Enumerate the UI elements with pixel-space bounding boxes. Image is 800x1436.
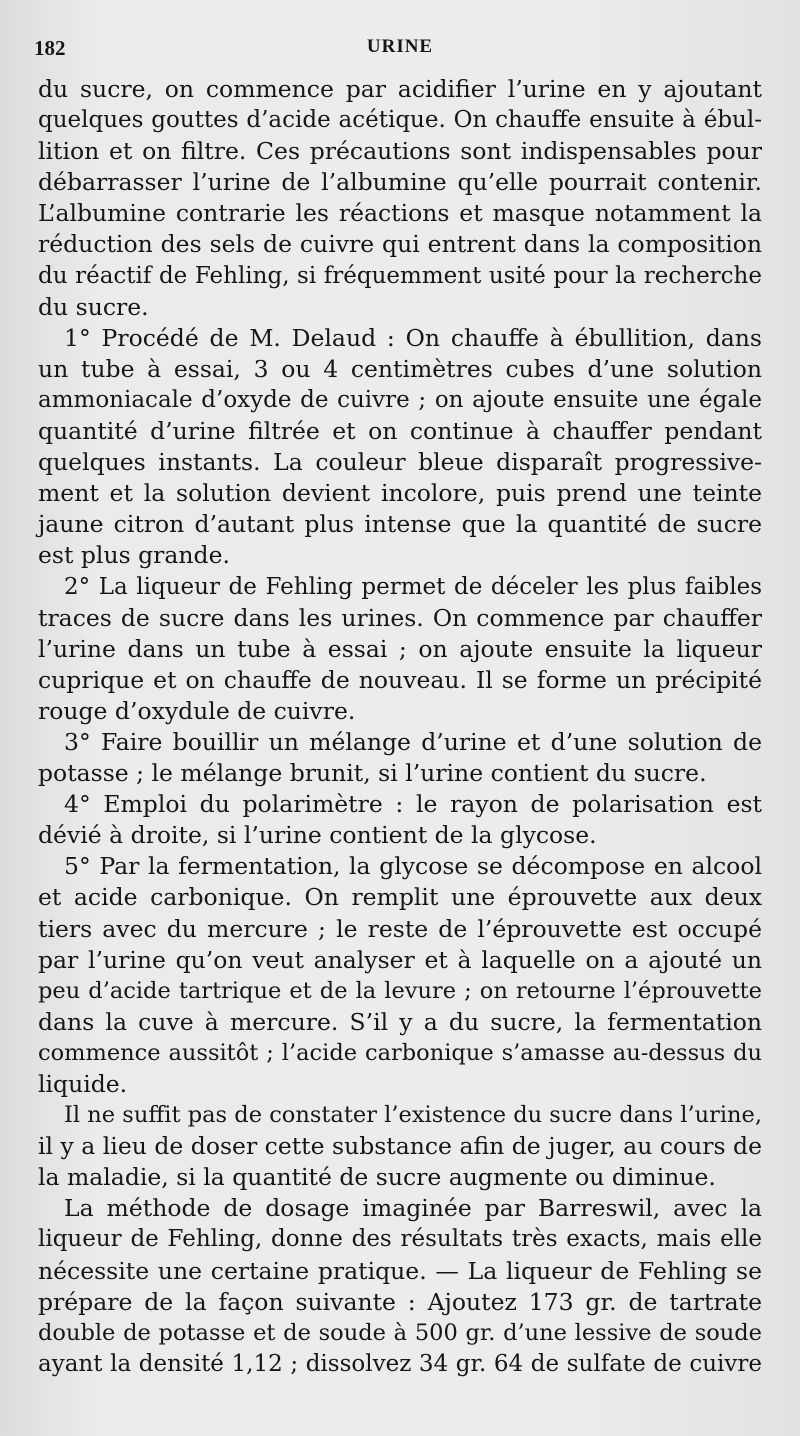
text-line: ayant la densité 1,12 ; dissolvez 34 gr. 64 de sulfate de cuivre bbox=[38, 1350, 762, 1377]
text-line: 5° Par la fermentation, la glycose se décompose en alcool bbox=[64, 852, 762, 881]
text-line: potasse ; le mélange brunit, si l’urine contient du sucre. bbox=[38, 759, 707, 788]
text-line: est plus grande. bbox=[38, 541, 230, 570]
text-line: quelques gouttes d’acide acétique. On chauffe ensuite à ébul- bbox=[38, 107, 762, 134]
text-line: 3° Faire bouillir un mélange d’urine et d’une solution de bbox=[64, 727, 762, 756]
text-line: réduction des sels de cuivre qui entrent dans la composition bbox=[38, 230, 762, 259]
text-line: Il ne suffit pas de constater l’existence du sucre dans l’urine, bbox=[64, 1102, 762, 1129]
text-line: La méthode de dosage imaginée par Barreswil, avec la bbox=[64, 1194, 762, 1223]
text-line: commence aussitôt ; l’acide carbonique s’amasse au-dessus du bbox=[38, 1039, 762, 1066]
text-line: débarrasser l’urine de l’albumine qu’elle pourrait contenir. bbox=[38, 168, 762, 197]
text-line: lition et on filtre. Ces précautions sont indispensables pour bbox=[38, 137, 762, 166]
text-line: un tube à essai, 3 ou 4 centimètres cubes d’une solution bbox=[38, 354, 762, 383]
page-header bbox=[34, 36, 766, 66]
text-line: par l’urine qu’on veut analyser et à laquelle on a ajouté un bbox=[38, 945, 762, 974]
text-line: ment et la solution devient incolore, puis prend une teinte bbox=[38, 479, 762, 508]
text-line: liqueur de Fehling, donne des résultats très exacts, mais elle bbox=[38, 1226, 762, 1253]
text-line: ammoniacale d’oxyde de cuivre ; on ajoute ensuite une égale bbox=[38, 386, 762, 413]
text-line: dans la cuve à mercure. S’il y a du sucre, la fermentation bbox=[38, 1007, 762, 1036]
text-line: L’albumine contrarie les réactions et masque notamment la bbox=[38, 199, 762, 228]
text-line: la maladie, si la quantité de sucre augmente ou diminue. bbox=[38, 1163, 716, 1192]
text-line: tiers avec du mercure ; le reste de l’éprouvette est occupé bbox=[38, 914, 762, 943]
text-line: quantité d’urine filtrée et on continue à chauffer pendant bbox=[38, 417, 762, 446]
text-line: 2° La liqueur de Fehling permet de déceler les plus faibles bbox=[64, 573, 762, 600]
text-line: du réactif de Fehling, si fréquemment usité pour la recherche bbox=[38, 262, 762, 289]
text-line: prépare de la façon suivante : Ajoutez 173 gr. de tartrate bbox=[38, 1287, 762, 1316]
text-line: du sucre. bbox=[38, 292, 149, 321]
text-line: cuprique et on chauffe de nouveau. Il se forme un précipité bbox=[38, 665, 762, 694]
text-line: traces de sucre dans les urines. On commence par chauffer bbox=[38, 603, 762, 632]
text-line: dévié à droite, si l’urine contient de la glycose. bbox=[38, 821, 597, 850]
text-line: liquide. bbox=[38, 1070, 128, 1098]
text-line: quelques instants. La couleur bleue disparaît progressive- bbox=[38, 448, 762, 477]
text-line: 1° Procédé de M. Delaud : On chauffe à ébullition, dans bbox=[64, 323, 762, 352]
text-line: il y a lieu de doser cette substance afin de juger, au cours de bbox=[38, 1132, 762, 1161]
text-line: et acide carbonique. On remplit une éprouvette aux deux bbox=[38, 883, 762, 912]
text-line: rouge d’oxydule de cuivre. bbox=[38, 696, 356, 725]
text-line: l’urine dans un tube à essai ; on ajoute ensuite la liqueur bbox=[38, 634, 762, 663]
text-line: jaune citron d’autant plus intense que la quantité de sucre bbox=[38, 510, 762, 539]
text-line: nécessite une certaine pratique. — La liqueur de Fehling se bbox=[38, 1256, 762, 1285]
running-head: URINE bbox=[366, 36, 434, 57]
text-line: 4° Emploi du polarimètre : le rayon de polarisation est bbox=[64, 790, 762, 819]
text-line: peu d’acide tartrique et de la levure ; on retourne l’éprouvette bbox=[38, 977, 762, 1004]
text-line: double de potasse et de soude à 500 gr. d’une lessive de soude bbox=[38, 1319, 762, 1346]
body-text bbox=[38, 74, 762, 1380]
text-line: du sucre, on commence par acidifier l’urine en y ajoutant bbox=[38, 75, 762, 103]
page-number: 182 bbox=[34, 36, 66, 60]
